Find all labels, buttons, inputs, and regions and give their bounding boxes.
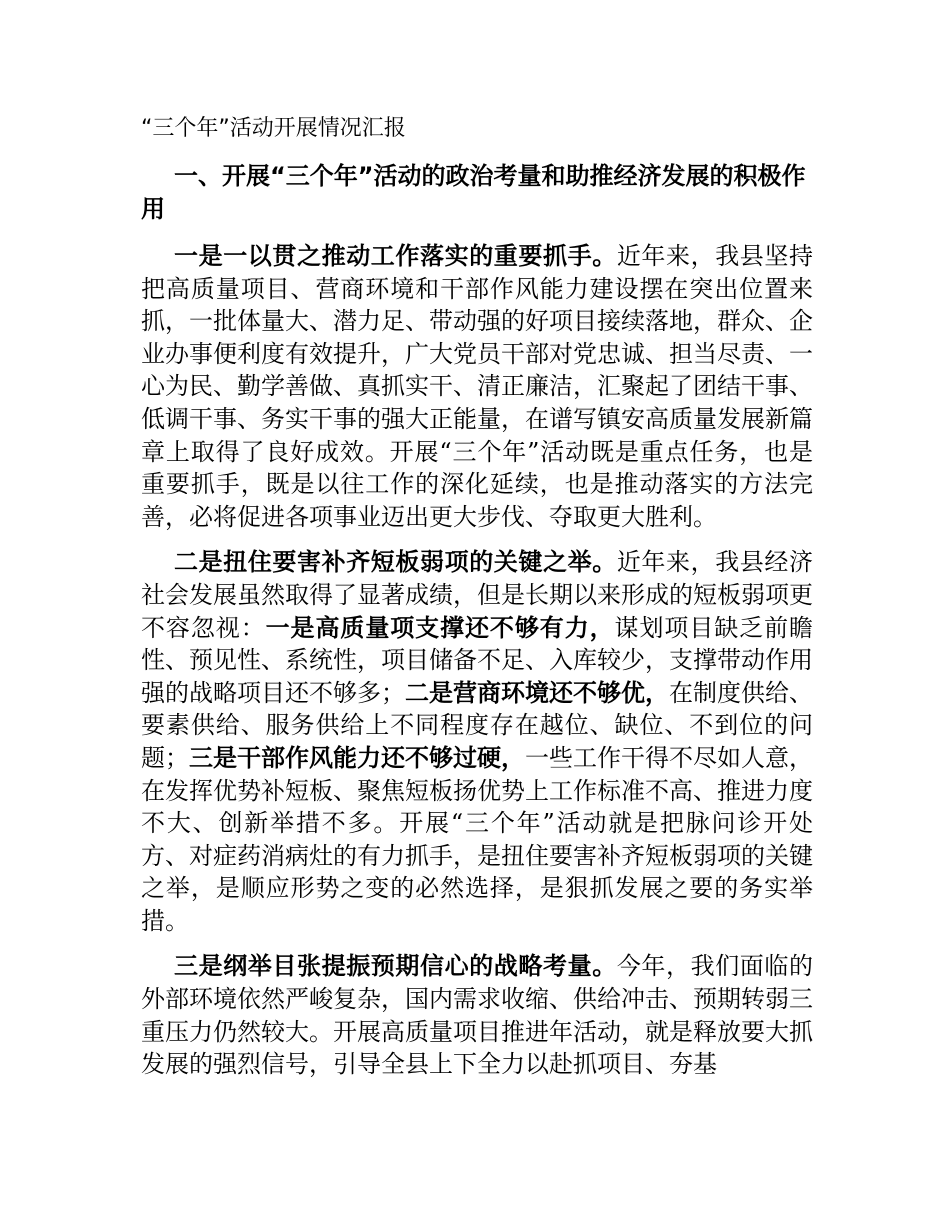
paragraph-2-body-1: 近年来，我县经济社会发展虽然取得了显著成绩，但是长期以来形成的短板弱项更不容忽视： [141, 548, 814, 642]
paragraph-2-body-3: 在制度供给、要素供给、服务供给上不同程度存在越位、缺位、不到位的问题； [141, 678, 813, 772]
document-page [141, 112, 813, 1094]
paragraph-2-body-4: 一些工作干得不尽如人意，在发挥优势补短板、聚焦短板扬优势上工作标准不高、推进力度不大、创新举措不多。开展“三个年”活动就是把脉问诊开处方、对症药消病灶的有力抓手，是扭住要害补齐短板弱项的关键之举，是顺应形势之变的必然选择，是狠抓发展之要的务实举措。 [141, 743, 813, 935]
paragraph-3 [141, 950, 813, 1080]
section-heading: 一、开展“三个年”活动的政治考量和助推经济发展的积极作用 [141, 162, 806, 223]
paragraph-3-lead: 三是纲举目张提振预期信心的战略考量。 [174, 952, 617, 981]
paragraph-1-lead: 一是一以贯之推动工作落实的重要抓手。 [174, 242, 617, 270]
document-title: “三个年”活动开展情况汇报 [141, 116, 406, 141]
paragraph-1-body: 近年来，我县坚持把高质量项目、营商环境和干部作风能力建设摆在突出位置来抓，一批体量大、潜力足、带动强的好项目接续落地，群众、企业办事便利度有效提升，广大党员干部对党忠诚、担当尽责、一心为民、勤学善做、真抓实干、清正廉洁，汇聚起了团结干事、低调干事、务实干事的强大正能量，在谱写镇安高质量发展新篇章上取得了良好成效。开展“三个年”活动既是重点任务，也是重要抓手，既是以往工作的深化延续，也是推动落实的方法完善，必将促进各项事业迈出更大步伐、夺取更大胜利。 [141, 242, 814, 531]
paragraph-2 [141, 546, 813, 937]
paragraph-3-body: 今年，我们面临的外部环境依然严峻复杂，国内需求收缩、供给冲击、预期转弱三重压力仍然较大。开展高质量项目推进年活动，就是释放要大抓发展的强烈信号，引导全县上下全力以赴抓项目、夯基 [141, 952, 814, 1079]
paragraph-1 [141, 240, 813, 533]
paragraph-2-lead: 二是扭住要害补齐短板弱项的关键之举。 [174, 548, 617, 577]
paragraph-2-point-2: 二是营商环境还不够优， [405, 678, 669, 707]
paragraph-2-point-1: 一是高质量项支撑还不够有力， [265, 613, 615, 642]
paragraph-2-body-2: 谋划项目缺乏前瞻性、预见性、系统性，项目储备不足、入库较少，支撑带动作用强的战略项目还不够多； [141, 613, 814, 707]
paragraph-2-point-3: 三是干部作风能力还不够过硬， [189, 743, 525, 772]
